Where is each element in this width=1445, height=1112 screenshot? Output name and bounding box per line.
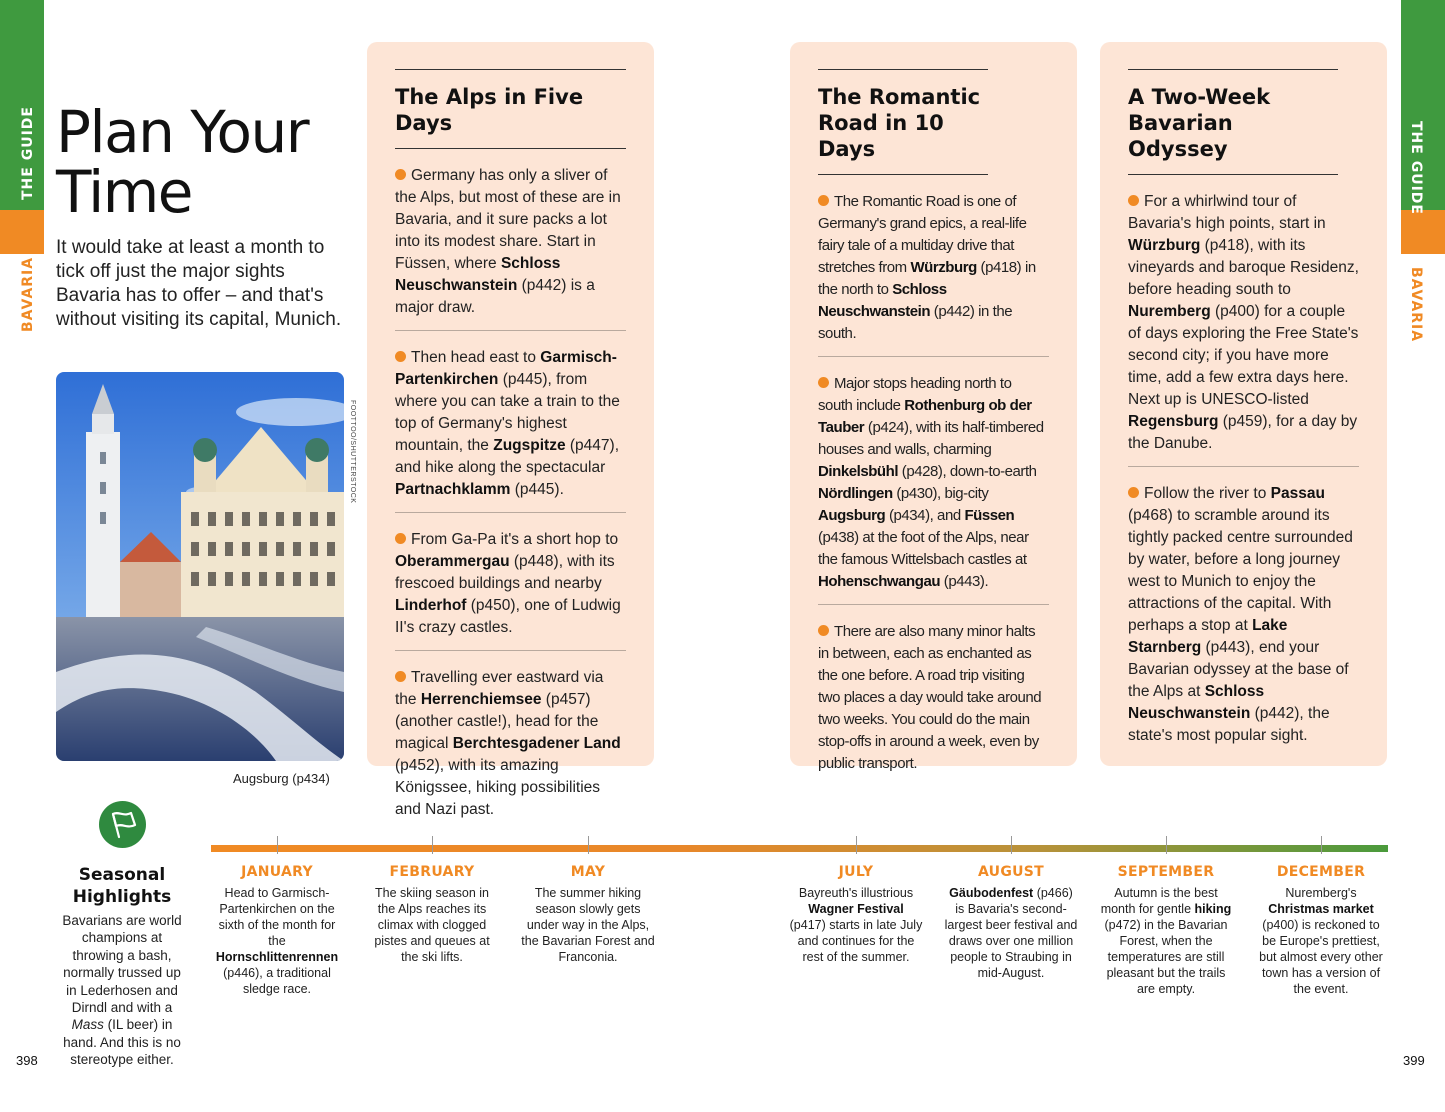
bullet-icon (395, 671, 406, 682)
bold-text: Dinkelsbühl (818, 463, 899, 480)
page-title-line-1: Plan Your (56, 98, 309, 166)
month-may (513, 864, 663, 965)
bullet-icon (395, 351, 406, 362)
card-body (1128, 175, 1359, 758)
bold-text: Würzburg (1128, 237, 1201, 254)
bold-text: Regensburg (1128, 413, 1219, 430)
text-run: (p448), with its frescoed buildings and nearby (395, 553, 615, 592)
card-paragraph (1128, 175, 1359, 467)
text-run: For a whirlwind tour of Bavaria's high points, start in (1128, 193, 1326, 232)
card-alps (367, 42, 654, 818)
bold-text: Hohenschwangau (818, 573, 941, 590)
photo-credit: FOOTTOO/SHUTTERSTOCK (349, 400, 356, 504)
text-run: (p400) is reckoned to be Europe's prettiest, but almost every other town has a version of the event. (1259, 918, 1383, 996)
right-region-tab (1401, 210, 1445, 254)
bold-text: Garmisch-Partenkirchen (395, 349, 617, 388)
text-run: The Romantic Road is one of Germany's grand epics, a real-life fairy tale of a multiday drive that stretches from (818, 193, 1027, 276)
bold-text: Passau (1270, 485, 1325, 502)
bold-text: Augsburg (818, 507, 886, 524)
bullet-icon (395, 169, 406, 180)
month-name: DECEMBER (1276, 864, 1366, 880)
bold-text: Zugspitze (493, 437, 566, 454)
flag-icon (99, 801, 146, 848)
text-run: (p434), and (885, 507, 965, 524)
bold-text: Linderhof (395, 597, 467, 614)
text-run: (p466) is Bavaria's second-largest beer festival and draws over one million people to Straubing in mid-August. (944, 886, 1078, 980)
bullet-icon (818, 625, 829, 636)
text-run: (p450), one of Ludwig II's crazy castles. (395, 597, 621, 636)
bold-text: Gäubodenfest (949, 886, 1034, 900)
month-september (1091, 864, 1241, 997)
text-run: (p438) at the foot of the Alps, near the famous Wittelsbach castles at (818, 529, 1029, 568)
timeline-tick (432, 836, 433, 854)
month-july (781, 864, 931, 965)
month-december (1246, 864, 1396, 997)
month-text (521, 885, 655, 965)
bold-text: Würzburg (910, 259, 977, 276)
right-guide-label: THE GUIDE (1408, 121, 1424, 215)
card-bavarian-odyssey (1100, 42, 1387, 766)
text-run: (p442) is a major draw. (395, 277, 595, 316)
text-run: Travelling ever eastward via the (395, 669, 604, 708)
card-paragraph (818, 175, 1049, 357)
text-run: (IL beer) in hand. And this is no stereotype either. (63, 1017, 181, 1068)
month-text (1099, 885, 1233, 997)
card-body (818, 175, 1049, 786)
text-run: (p430), big-city (892, 485, 989, 502)
month-text (944, 885, 1078, 981)
bold-text: Schloss Neuschwanstein (1128, 683, 1265, 722)
bold-text: Herrenchiemsee (420, 691, 542, 708)
page-number-left: 398 (16, 1053, 38, 1068)
month-text (213, 885, 341, 997)
bold-text: Hornschlittenrennen (215, 950, 339, 964)
card-paragraph (395, 651, 626, 832)
bold-text: Füssen (964, 507, 1015, 524)
card-paragraph (395, 149, 626, 331)
month-text (789, 885, 923, 965)
bold-text: Christmas market (1268, 902, 1374, 916)
timeline-tick (1166, 836, 1167, 854)
bold-text: Nördlingen (818, 485, 893, 502)
text-run: (p418), with its vineyards and baroque Residenz, before heading south to (1128, 237, 1359, 298)
month-name: MAY (570, 864, 606, 880)
bullet-icon (1128, 195, 1139, 206)
month-name: SEPTEMBER (1117, 864, 1215, 880)
text-run: Major stops heading north to south include (818, 375, 1012, 414)
left-guide-label: THE GUIDE (20, 106, 36, 200)
seasonal-text (60, 912, 184, 1069)
month-name: FEBRUARY (389, 864, 475, 880)
bullet-icon (818, 377, 829, 388)
bold-text: hiking (1194, 902, 1232, 916)
timeline-tick (856, 836, 857, 854)
bold-text: Schloss Neuschwanstein (818, 281, 947, 320)
bold-text: Rothenburg ob der Tauber (818, 397, 1032, 436)
text-run: (p400) for a couple of days exploring the Free State's second city; if you have more time, add a few extra days here. Next up is UNESCO-listed (1128, 303, 1359, 408)
card-body (395, 149, 626, 832)
italic-text: Mass (71, 1017, 104, 1033)
text-run: (p472) in the Bavarian Forest, when the temperatures are still pleasant but the trails are empty. (1104, 918, 1228, 996)
text-run: (p443). (940, 573, 989, 590)
text-run: (p457) (another castle!), head for the magical (395, 691, 599, 752)
card-title: A Two-Week Bavarian Odyssey (1128, 69, 1338, 175)
text-run: (p446), a traditional sledge race. (223, 966, 331, 996)
text-run: (p443), end your Bavarian odyssey at the base of the Alps at (1128, 639, 1349, 700)
text-run: (p442), the state's most popular sight. (1128, 705, 1330, 744)
text-run: (p445). (510, 481, 564, 498)
bullet-icon (1128, 487, 1139, 498)
month-text (365, 885, 499, 965)
bold-text: Nuremberg (1128, 303, 1211, 320)
text-run: Head to Garmisch-Partenkirchen on the sixth of the month for the (218, 886, 336, 948)
left-region-label: BAVARIA (20, 256, 36, 332)
bullet-icon (818, 195, 829, 206)
month-august (936, 864, 1086, 981)
text-run: Bavarians are world champions at throwing a bash, normally trussed up in Lederhosen and Dirndl and with a (62, 913, 182, 1016)
text-run: (p417) starts in late July and continues for the rest of the summer. (789, 918, 923, 964)
bold-text: Wagner Festival (808, 902, 904, 916)
page-title-line-2: Time (56, 158, 192, 226)
bold-text: Lake Starnberg (1128, 617, 1288, 656)
card-title: The Romantic Road in 10 Days (818, 69, 988, 175)
timeline-tick (1011, 836, 1012, 854)
card-paragraph (818, 605, 1049, 786)
timeline-tick (277, 836, 278, 854)
text-run: (p452), with its amazing Königssee, hiking possibilities and Nazi past. (395, 757, 601, 818)
timeline-tick (1321, 836, 1322, 854)
text-run: Follow the river to (1144, 485, 1271, 502)
card-paragraph (395, 513, 626, 651)
text-run: Bayreuth's illustrious (798, 886, 914, 900)
month-text (1254, 885, 1388, 997)
text-run: The summer hiking season slowly gets under way in the Alps, the Bavarian Forest and Franconia. (521, 886, 655, 964)
text-run: There are also many minor halts in between, each as enchanted as the one before. A road trip visiting two places a day would take around two weeks. You could do the main stop-offs in around a week, even by public transport. (818, 623, 1042, 772)
card-paragraph (395, 331, 626, 513)
left-region-tab (0, 210, 44, 254)
timeline-tick (588, 836, 589, 854)
card-title: The Alps in Five Days (395, 69, 626, 149)
page-title (56, 98, 309, 226)
text-run: (p447), and hike along the spectacular (395, 437, 619, 476)
text-run: (p468) to scramble around its tightly packed centre surrounded by water, before a long journey west to Munich to enjoy the attractions of the capital. With perhaps a stop at (1128, 507, 1353, 634)
bullet-icon (395, 533, 406, 544)
bold-text: Schloss Neuschwanstein (395, 255, 561, 294)
text-run: (p445), from where you can take a train to the top of Germany's highest mountain, the (395, 371, 620, 454)
timeline-bar (211, 845, 1388, 852)
augsburg-photo (56, 372, 344, 761)
month-name: JANUARY (241, 864, 313, 880)
month-february (357, 864, 507, 965)
text-run: The skiing season in the Alps reaches its climax with clogged pistes and queues at the ski lifts. (374, 886, 490, 964)
text-run: (p442) in the south. (818, 303, 1013, 342)
text-run: (p459), for a day by the Danube. (1128, 413, 1358, 452)
seasonal-title: Seasonal Highlights (72, 865, 172, 907)
text-run: Autumn is the best month for gentle (1100, 886, 1218, 916)
text-run: (p424), with its half-timbered houses and walls, charming (818, 419, 1044, 458)
bold-text: Partnachklamm (395, 481, 511, 498)
bold-text: Oberammergau (395, 553, 510, 570)
text-run: (p418) in the north to (818, 259, 1036, 298)
page-number-right: 399 (1403, 1053, 1425, 1068)
right-region-label: BAVARIA (1408, 267, 1424, 343)
text-run: (p428), down-to-earth (898, 463, 1037, 480)
text-run: Germany has only a sliver of the Alps, but most of these are in Bavaria, and it sure packs a lot into its modest share. Start in Füssen, where (395, 167, 621, 272)
text-run: From Ga-Pa it's a short hop to (411, 531, 619, 548)
intro-text: It would take at least a month to tick off just the major sights Bavaria has to offer – and that's without visiting its capital, Munich. (56, 237, 342, 330)
text-run: Nuremberg's (1285, 886, 1357, 900)
card-romantic-road (790, 42, 1077, 772)
photo-caption: Augsburg (p434) (233, 771, 330, 786)
text-run: Then head east to (411, 349, 541, 366)
augsburg-illustration (56, 372, 344, 761)
card-paragraph (1128, 467, 1359, 758)
card-paragraph (818, 357, 1049, 605)
month-january (213, 864, 341, 997)
month-name: AUGUST (977, 864, 1045, 880)
bold-text: Berchtesgadener Land (452, 735, 621, 752)
month-name: JULY (838, 864, 874, 880)
